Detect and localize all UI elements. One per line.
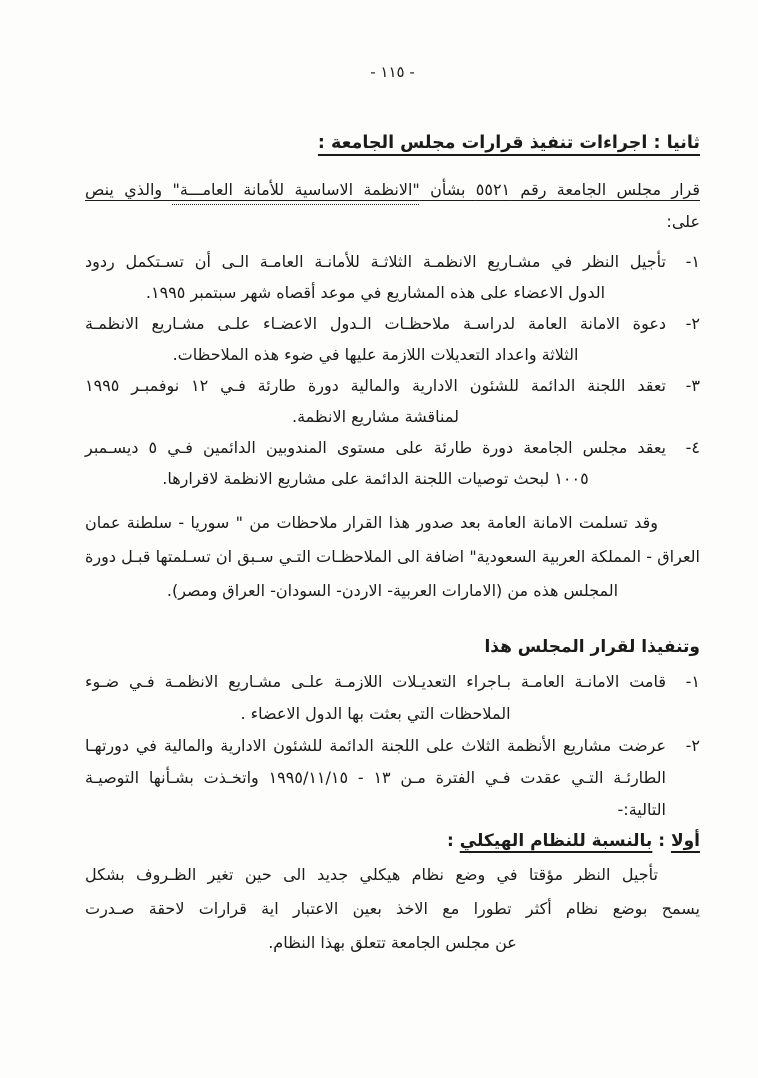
list-item <box>85 730 700 826</box>
paragraph-line: تأجيل النظر مؤقتا في وضع نظام هيكلي جديد الى حين تغير الظـروف بشكل <box>85 865 658 884</box>
item-line: عرضت مشاريع الأنظمة الثلاث على اللجنة الدائمة للشئون الادارية والمالية في دورتهـا <box>85 736 666 755</box>
paragraph-line: وقد تسلمت الامانة العامة بعد صدور هذا القرار ملاحظات من " سوريا - سلطنة عمان <box>85 513 658 532</box>
list-item <box>85 370 700 432</box>
item-number: ٢- <box>685 736 700 755</box>
item-number: ٣- <box>685 376 700 395</box>
list-item <box>85 308 700 370</box>
item-body <box>85 730 666 826</box>
section-heading: ثانيا : اجراءات تنفيذ قرارات مجلس الجامعة : <box>317 133 700 153</box>
item-line: تأجيل النظر في مشـاريع الانظمـة الثلاثـة للأمانـة العامـة الـى أن تسـتكمل ردود <box>85 252 666 271</box>
item-line: قامت الامانـة العامـة بـاجراء التعديـلات اللازمـة علـى مشـاريع الانظمـة فـي ضـوء <box>85 672 666 691</box>
decision-intro-line <box>85 174 700 206</box>
paragraph-line: عن مجلس الجامعة تتعلق بهذا النظام. <box>268 933 517 952</box>
intro-quoted-title: "الانظمة الاساسية للأمانة العامـــة" <box>172 180 420 199</box>
list-item <box>85 666 700 730</box>
item-line: يعقد مجلس الجامعة دورة طارئة على مستوى المندوبين الدائمين فـي ٥ ديسـمبر <box>85 438 667 457</box>
item-body <box>85 308 666 370</box>
received-note-paragraph <box>85 506 700 608</box>
first-label: أولا <box>670 831 700 851</box>
paragraph-line: العراق - المملكة العربية السعودية" اضافة الى الملاحظـات التـي سـبق ان تسـلمتها قبـل دورة <box>85 547 700 566</box>
list-item <box>85 432 700 494</box>
item-line: الثلاثة واعداد التعديلات اللازمة عليها في ضوء هذه الملاحظات. <box>172 345 579 364</box>
item-number: ١- <box>685 252 700 271</box>
item-number: ٢- <box>685 314 700 333</box>
item-body <box>85 246 666 308</box>
item-line: لمناقشة مشاريع الانظمة. <box>292 407 459 426</box>
intro-tail: على: <box>666 212 700 231</box>
item-line: التالية:- <box>617 800 666 819</box>
item-line: ١٠٠٥ لبحث توصيات اللجنة الدائمة على مشاريع الانظمة لاقرارها. <box>162 469 589 488</box>
decision-items-list <box>85 246 700 494</box>
structural-system-paragraph <box>85 858 700 960</box>
first-colon: : <box>447 831 460 851</box>
first-separator: : <box>652 831 671 851</box>
first-subheading <box>85 826 700 856</box>
item-line: دعوة الامانة العامة لدراسـة ملاحظـات الـدول الاعضـاء علـى مشـاريع الانظمـة <box>85 314 666 333</box>
page-number: - ١١٥ - <box>370 63 415 81</box>
list-item <box>85 246 700 308</box>
item-body <box>85 432 666 494</box>
item-line: تعقد اللجنة الدائمة للشئون الادارية والمالية دورة طارئة فـي ١٢ نوفمبـر ١٩٩٥ <box>85 376 666 395</box>
first-title: بالنسبة للنظام الهيكلي <box>459 831 653 851</box>
item-body <box>85 370 666 432</box>
item-line: الطارئـة التـي عقدت فـي الفترة مـن ١٣ - ١٩٩٥/١١/١٥ واتخـذت بشـأنها التوصيـة <box>85 768 666 787</box>
paragraph-line: يسمح بوضع نظام أكثر تطورا مع الاخذ بعين الاعتبار اية قرارات لاحقة صـدرت <box>85 899 700 918</box>
item-body <box>85 666 666 730</box>
item-line: الملاحظات التي بعثت بها الدول الاعضاء . <box>240 704 511 723</box>
item-number: ٤- <box>685 438 700 457</box>
paragraph-line: المجلس هذه من (الامارات العربية- الاردن- السودان- العراق ومصر). <box>166 581 619 600</box>
item-line: الدول الاعضاء على هذه المشاريع في موعد أقصاه شهر سبتمبر ١٩٩٥. <box>145 283 606 302</box>
intro-pre-text: قرار مجلس الجامعة رقم ٥٥٢١ بشأن <box>419 180 701 199</box>
implementation-items-list <box>85 666 700 826</box>
item-number: ١- <box>685 672 700 691</box>
page-content <box>85 62 700 960</box>
implementation-heading: وتنفيذا لقرار المجلس هذا <box>484 637 700 657</box>
intro-post-text: والذي ينص <box>85 180 173 199</box>
